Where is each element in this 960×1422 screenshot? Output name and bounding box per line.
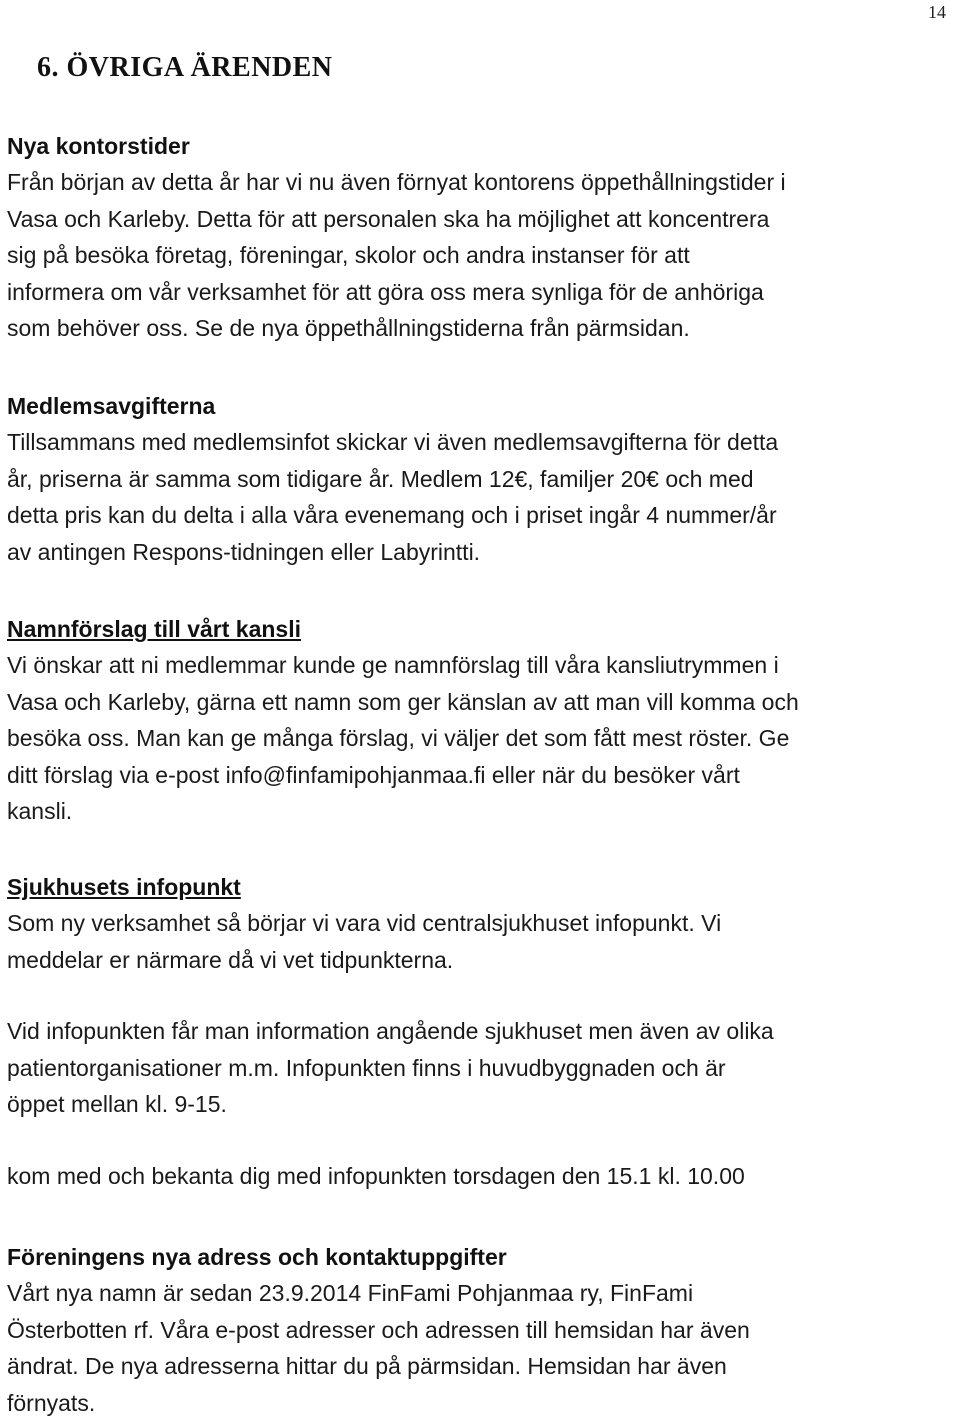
- text-line: Vi önskar att ni medlemmar kunde ge namnförslag till våra kansliutrymmen i: [7, 652, 779, 678]
- text-line: öppet mellan kl. 9-15.: [7, 1091, 227, 1117]
- paragraph-name-suggestion: [7, 647, 957, 830]
- text-line: Vid infopunkten får man information angående sjukhuset men även av olika: [7, 1018, 774, 1044]
- text-line: Österbotten rf. Våra e-post adresser och adressen till hemsidan har även: [7, 1316, 750, 1343]
- section-new-address: [7, 1239, 957, 1421]
- text-line: av antingen Respons-tidningen eller Labyrintti.: [7, 538, 481, 565]
- text-line: Vasa och Karleby, gärna ett namn som ger känslan av att man vill komma och: [7, 688, 799, 715]
- text-line: kom med och bekanta dig med infopunkten torsdagen den 15.1 kl. 10.00: [7, 1162, 745, 1189]
- text-line: som behöver oss. Se de nya öppethållningstiderna från pärmsidan.: [7, 315, 690, 341]
- text-line: ditt förslag via e-post info@finfamipohjanmaa.fi eller när du besöker vårt: [7, 761, 740, 788]
- text-line: detta pris kan du delta i alla våra evenemang och i priset ingår 4 nummer/år: [7, 502, 777, 528]
- text-line: meddelar er närmare då vi vet tidpunkterna.: [7, 946, 454, 973]
- text-line: ändrat. De nya adresserna hittar du på pärmsidan. Hemsidan har även: [7, 1353, 727, 1379]
- section-office-hours: [7, 128, 957, 347]
- paragraph-membership-fees: [7, 424, 957, 570]
- text-line: informera om vår verksamhet för att göra oss mera synliga för de anhöriga: [7, 278, 764, 305]
- paragraph-infopoint-intro: [7, 905, 957, 978]
- text-line: Tillsammans med medlemsinfot skickar vi även medlemsavgifterna för detta: [7, 429, 779, 455]
- text-line: år, priserna är samma som tidigare år. Medlem 12€, familjer 20€ och med: [7, 465, 754, 492]
- section-heading: 6. ÖVRIGA ÄRENDEN: [37, 52, 333, 83]
- text-line: Från början av detta år har vi nu även förnyat kontorens öppethållningstider i: [7, 169, 786, 195]
- text-line: Vasa och Karleby. Detta för att personalen ska ha möjlighet att koncentrera: [7, 205, 770, 232]
- page-number: 14: [928, 2, 946, 22]
- paragraph-new-address: [7, 1275, 957, 1421]
- section-title-membership-fees: Medlemsavgifterna: [7, 393, 216, 419]
- paragraph-infopoint-invite: [7, 1158, 957, 1195]
- section-hospital-infopoint: [7, 869, 957, 1194]
- section-title-new-address: Föreningens nya adress och kontaktuppgifter: [7, 1244, 507, 1270]
- section-title-hospital-infopoint: Sjukhusets infopunkt: [7, 874, 241, 900]
- section-membership-fees: [7, 388, 957, 570]
- section-title-name-suggestion: Namnförslag till vårt kansli: [7, 616, 301, 642]
- text-line: förnyats.: [7, 1389, 96, 1416]
- text-line: besöka oss. Man kan ge många förslag, vi väljer det som fått mest röster. Ge: [7, 725, 790, 751]
- text-line: sig på besöka företag, föreningar, skolor och andra instanser för att: [7, 242, 690, 268]
- text-line: kansli.: [7, 798, 73, 824]
- paragraph-infopoint-details: [7, 1013, 957, 1123]
- section-title-office-hours: Nya kontorstider: [7, 133, 190, 159]
- text-line: patientorganisationer m.m. Infopunkten finns i huvudbyggnaden och är: [7, 1054, 726, 1081]
- paragraph-office-hours: [7, 164, 957, 347]
- text-line: Vårt nya namn är sedan 23.9.2014 FinFami Pohjanmaa ry, FinFami: [7, 1280, 694, 1306]
- section-name-suggestion: [7, 611, 957, 830]
- text-line: Som ny verksamhet så börjar vi vara vid centralsjukhuset infopunkt. Vi: [7, 910, 722, 936]
